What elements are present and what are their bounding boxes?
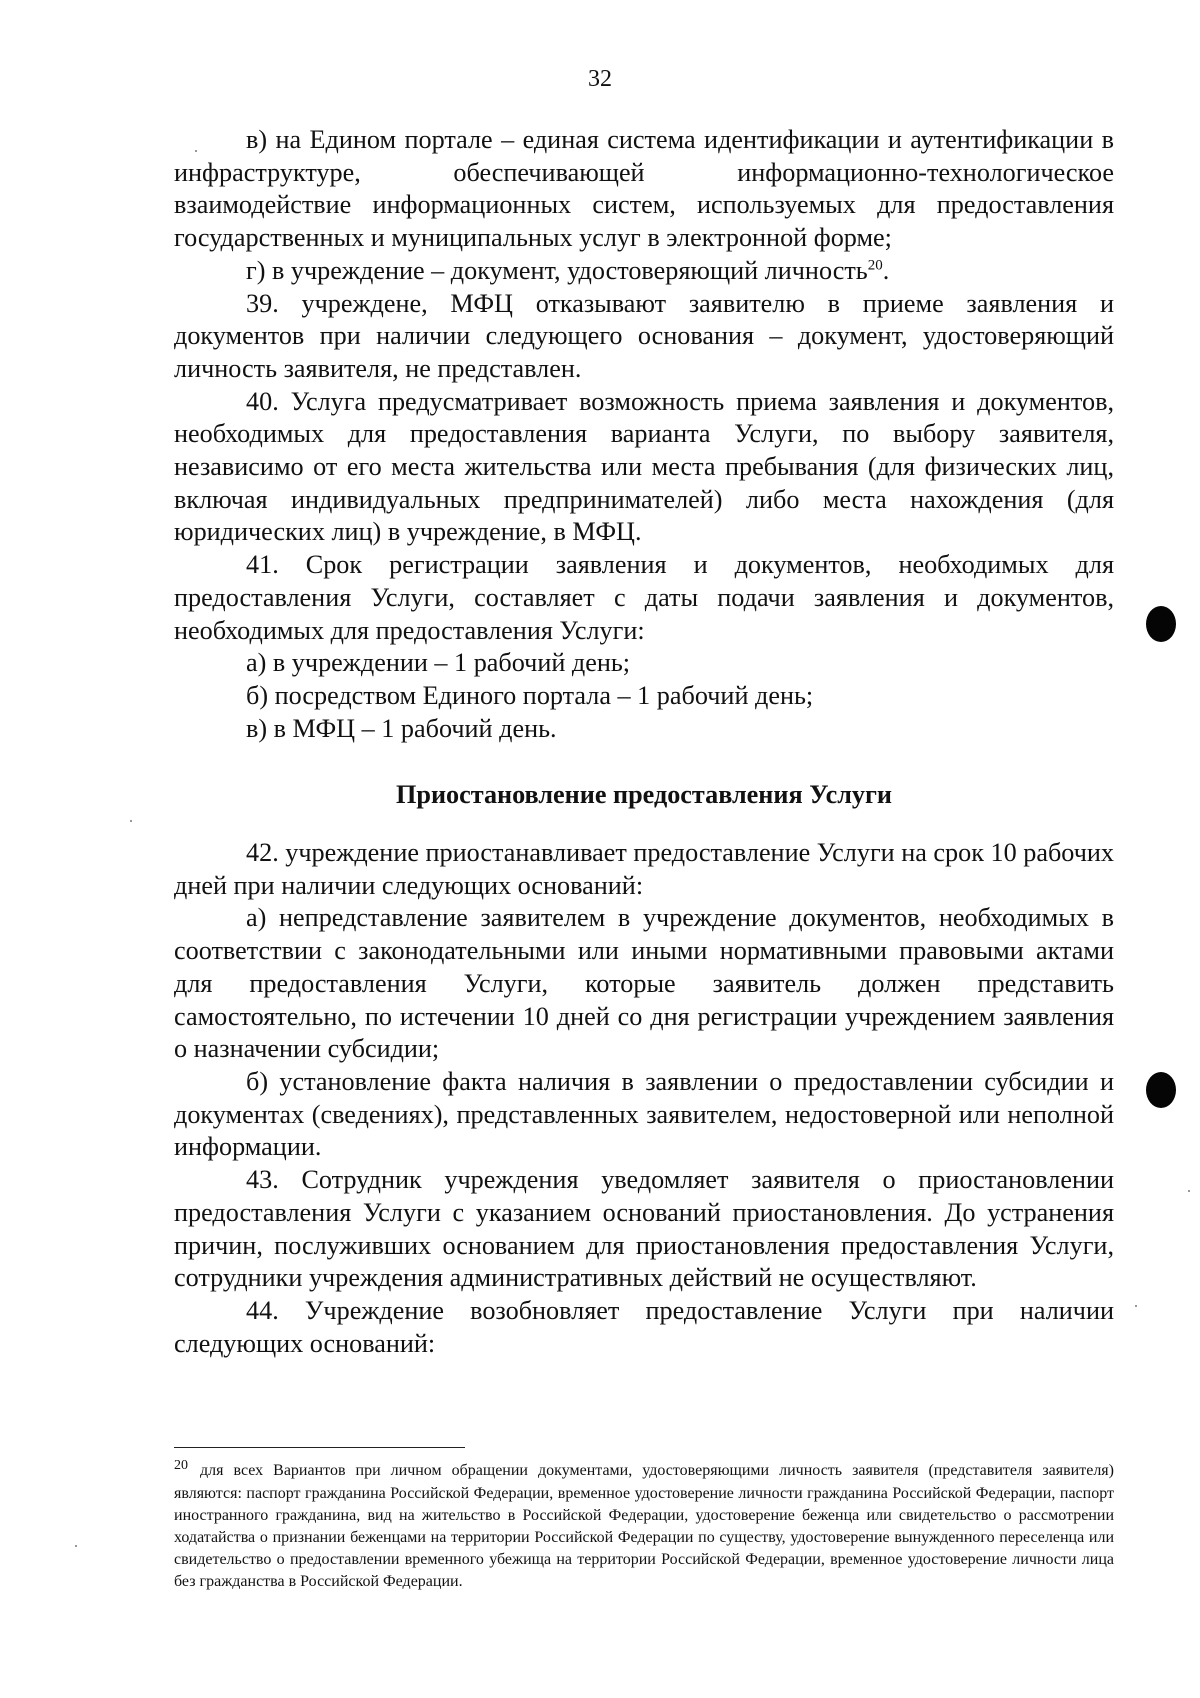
scan-speck xyxy=(75,1545,77,1547)
document-body xyxy=(174,124,1114,1360)
paragraph-41-a: а) в учреждении – 1 рабочий день; xyxy=(246,648,631,678)
paragraph-41-v: в) в МФЦ – 1 рабочий день. xyxy=(246,713,557,743)
footnote-reference: 20 xyxy=(867,257,883,274)
paragraph-41-b: б) посредством Единого портала – 1 рабочий день; xyxy=(246,680,814,710)
paragraph-text: г) в учреждение – документ, удостоверяющий личность xyxy=(246,255,868,285)
scan-speck xyxy=(1135,1305,1137,1307)
page-number: 32 xyxy=(588,66,612,92)
paragraph-39: 39. учреждене, МФЦ отказывают заявителю в приеме заявления и документов при наличии следующего основания – документ, удостоверяющий личность заявителя, не представлен. xyxy=(174,288,1114,383)
paragraph-g-uchrezhdenie xyxy=(174,255,1114,288)
paragraph-42-b: б) установление факта наличия в заявлении о предоставлении субсидии и документах (сведениях), представленных заявителем, недостоверной или неполной информации. xyxy=(174,1066,1114,1162)
scan-speck xyxy=(130,820,132,822)
section-heading: Приостановление предоставления Услуги xyxy=(396,780,892,810)
paragraph-tail: . xyxy=(882,255,890,285)
paragraph-v-edinyi-portal: в) на Едином портале – единая система идентификации и аутентификации в инфраструктуре, обеспечивающей информационно-технологическое взаимодействие информационных систем, используемых для предоставления государственных и муниципальных услуг в электронной форме; xyxy=(174,125,1114,253)
footnote-text: для всех Вариантов при личном обращении документами, удостоверяющими личность заявителя (представителя заявителя) являются: паспорт гражданина Российской Федерации, временное удостоверение личности гражданина Российской Федерации, паспорт иностранного гражданина, вид на жительство в Российской Федерации, удостоверение беженца или свидетельство о рассмотрении ходатайства о признании беженцами на территории Российской Федерации по существу, удостоверение вынужденного переселенца или свидетельство о предоставлении временного убежища на территории Российской Федерации, временное удостоверение личности лица без гражданства в Российской Федерации. xyxy=(174,1462,1114,1590)
footnote xyxy=(174,1460,1114,1593)
footnote-mark: 20 xyxy=(174,1458,188,1473)
punch-hole-mark xyxy=(1146,1072,1176,1108)
paragraph-40: 40. Услуга предусматривает возможность приема заявления и документов, необходимых для предоставления варианта Услуги, по выбору заявителя, независимо от его места жительства или места пребывания (для физических лиц, включая индивидуальных предпринимателей) либо места нахождения (для юридических лиц) в учреждение, в МФЦ. xyxy=(174,386,1114,547)
paragraph-42-a: а) непредставление заявителем в учреждение документов, необходимых в соответствии с законодательными или иными нормативными правовыми актами для предоставления Услуги, которые заявитель должен представить самостоятельно, по истечении 10 дней со дня регистрации учреждением заявления о назначении субсидии; xyxy=(174,903,1114,1064)
scan-speck xyxy=(1188,1190,1190,1192)
footnote-separator xyxy=(174,1447,465,1448)
paragraph-44: 44. Учреждение возобновляет предоставление Услуги при наличии следующих оснований: xyxy=(174,1295,1114,1358)
scan-speck xyxy=(195,150,197,152)
punch-hole-mark xyxy=(1146,606,1176,642)
paragraph-43: 43. Сотрудник учреждения уведомляет заявителя о приостановлении предоставления Услуги с указанием оснований приостановления. До устранения причин, послуживших основанием для приостановления предоставления Услуги, сотрудники учреждения административных действий не осуществляют. xyxy=(174,1165,1114,1293)
paragraph-41: 41. Срок регистрации заявления и документов, необходимых для предоставления Услуги, составляет с даты подачи заявления и документов, необходимых для предоставления Услуги: xyxy=(174,550,1114,645)
paragraph-42: 42. учреждение приостанавливает предоставление Услуги на срок 10 рабочих дней при наличии следующих оснований: xyxy=(174,838,1114,900)
